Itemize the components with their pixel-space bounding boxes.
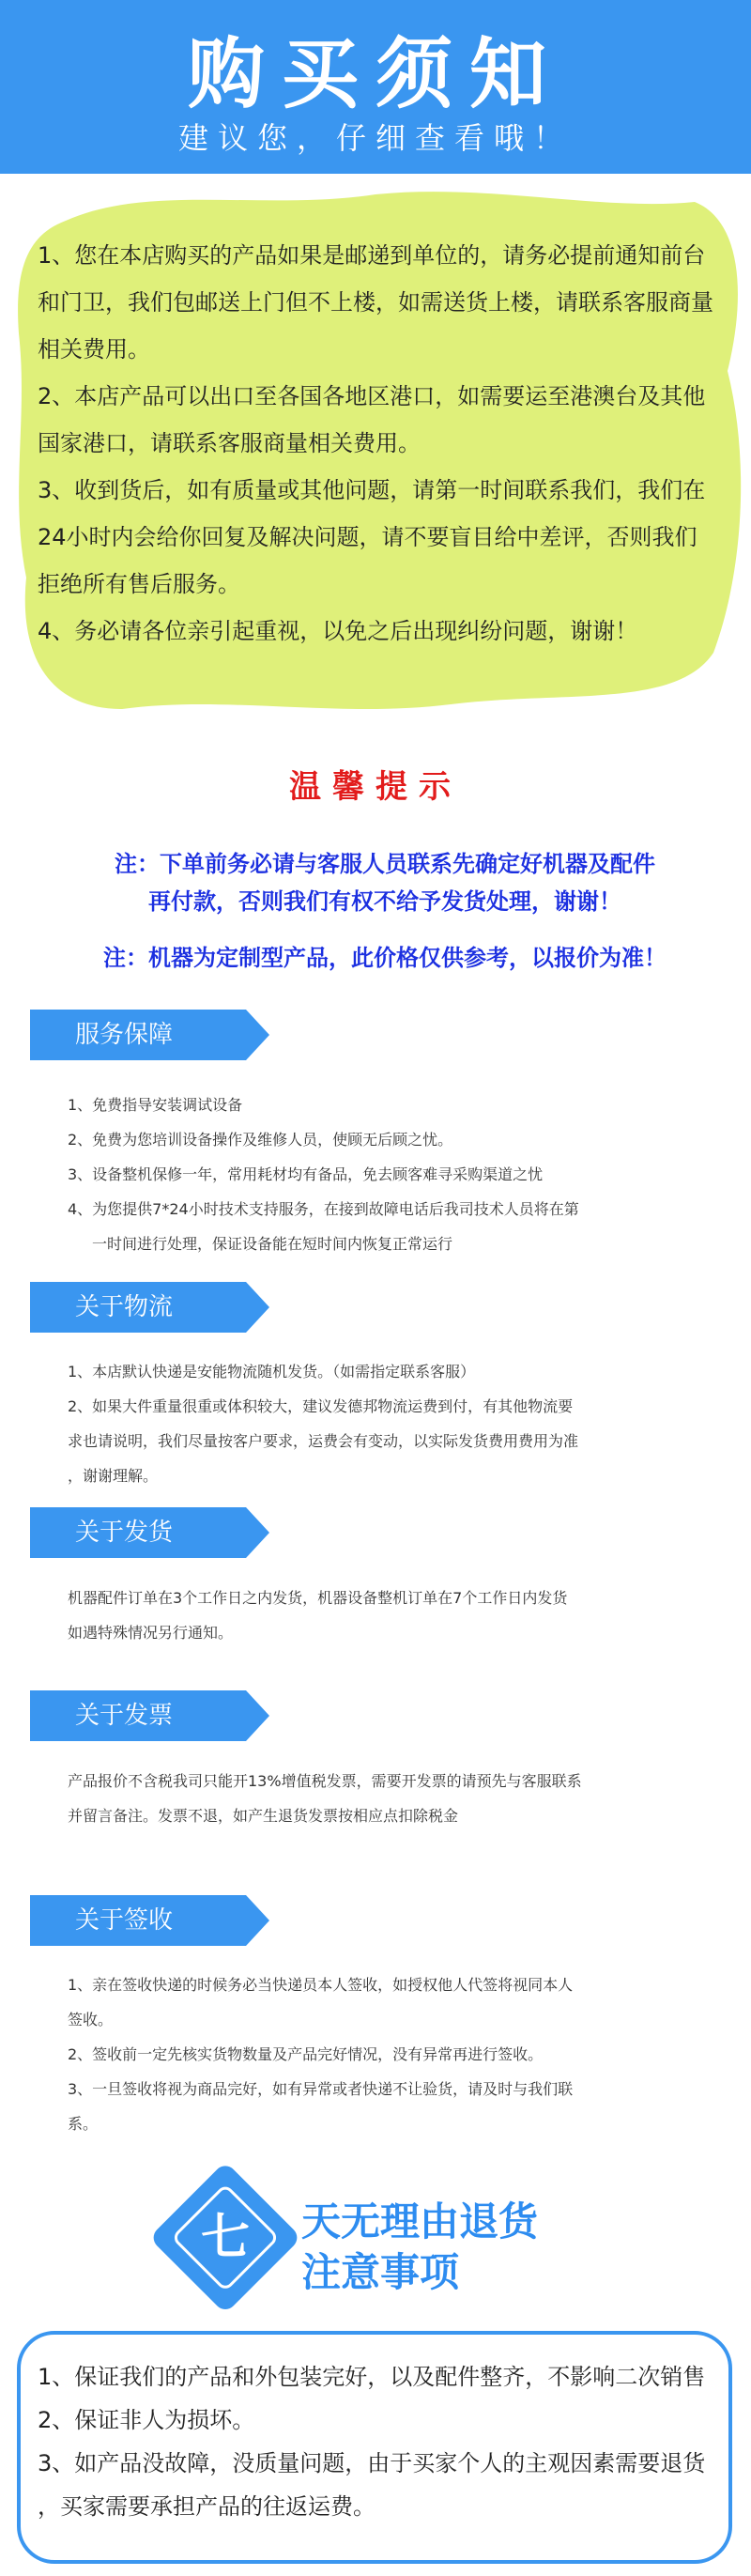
text-line: 求也请说明，我们尽量按客户要求，运费会有变动，以实际发货费用费用为准 <box>68 1432 579 1450</box>
text-line: 产品报价不含税我司只能开13%增值税发票，需要开发票的请预先与客服联系 <box>68 1772 582 1790</box>
notice-item: 3、收到货后，如有质量或其他问题，请第一时间联系我们，我们在24小时内会给你回复及解决问题，请不要盲目给中差评，否则我们拒绝所有售后服务。 <box>38 477 706 597</box>
section-tag-logistics <box>30 1282 269 1333</box>
text-line: 3、设备整机保修一年，常用耗材均有备品，免去顾客难寻采购渠道之忧 <box>68 1165 544 1183</box>
note-custom-product: 注：机器为定制型产品，此价格仅供参考，以报价为准！ <box>103 945 667 971</box>
notice-panel <box>0 183 751 718</box>
section-label: 关于发货 <box>74 1519 173 1547</box>
page-title: 购买须知 <box>187 30 563 119</box>
text-line: 1、本店默认快递是安能物流随机发货。（如需指定联系客服） <box>68 1363 476 1381</box>
section-label: 关于发票 <box>74 1702 173 1730</box>
text-line: 机器配件订单在3个工作日之内发货，机器设备整机订单在7个工作日内发货 <box>68 1589 568 1607</box>
notice-item: 1、您在本店购买的产品如果是邮递到单位的，请务必提前通知前台和门卫，我们包邮送上门但不上楼，如需送货上楼，请联系客服商量相关费用。 <box>38 242 713 362</box>
notice-item: 4、务必请各位亲引起重视，以免之后出现纠纷问题，谢谢！ <box>38 618 638 644</box>
note-line: 注：下单前务必请与客服人员联系先确定好机器及配件 <box>115 851 655 877</box>
text-line: 系。 <box>68 2115 99 2133</box>
text-line: 1、亲在签收快递的时候务必当快递员本人签收，如授权他人代签将视同本人 <box>68 1976 574 1994</box>
return-item: 2、保证非人为损坏。 <box>38 2407 255 2433</box>
text-line: 4、为您提供7*24小时技术支持服务，在接到故障电话后我司技术人员将在第 <box>68 1200 579 1218</box>
text-line: ，谢谢理解。 <box>68 1467 159 1485</box>
return-item: 1、保证我们的产品和外包装完好，以及配件整齐，不影响二次销售 <box>38 2364 706 2390</box>
signing-text <box>68 1967 687 2141</box>
tips-title: 温馨提示 <box>289 768 462 806</box>
notice-list <box>38 232 713 655</box>
note-order-confirm <box>66 845 704 920</box>
text-line: 2、如果大件重量很重或体积较大，建议发德邦物流运费到付，有其他物流要 <box>68 1397 574 1415</box>
notice-item: 2、本店产品可以出口至各国各地区港口，如需要运至港澳台及其他国家港口，请联系客服商量相关费用。 <box>38 383 706 456</box>
section-tag-service <box>30 1010 269 1060</box>
shipping-text <box>68 1581 687 1650</box>
text-line: 1、免费指导安装调试设备 <box>68 1096 243 1114</box>
text-line: 2、免费为您培训设备操作及维修人员，使顾无后顾之忧。 <box>68 1131 453 1149</box>
section-tag-shipping <box>30 1507 269 1558</box>
section-tag-signing <box>30 1895 269 1946</box>
logistics-text <box>68 1354 687 1493</box>
return-policy-heading <box>153 2165 622 2315</box>
note-line: 再付款，否则我们有权不给予发货处理，谢谢！ <box>148 888 621 915</box>
text-line: 3、一旦签收将视为商品完好，如有异常或者快递不让验货，请及时与我们联 <box>68 2080 574 2098</box>
return-item: ，买家需要承担产品的往返运费。 <box>38 2493 376 2520</box>
section-tag-invoice <box>30 1690 269 1741</box>
invoice-text <box>68 1764 687 1833</box>
return-title: 天无理由退货 <box>301 2198 539 2244</box>
text-line: 2、签收前一定先核实货物数量及产品完好情况，没有异常再进行签收。 <box>68 2045 544 2063</box>
text-line: 并留言备注。发票不退，如产生退货发票按相应点扣除税金 <box>68 1807 459 1825</box>
section-label: 服务保障 <box>74 1021 173 1049</box>
return-list <box>38 2355 723 2528</box>
return-item: 3、如产品没故障，没质量问题，由于买家个人的主观因素需要退货 <box>38 2450 706 2476</box>
return-policy-box <box>17 2331 732 2564</box>
seven-badge: 七 <box>200 2210 250 2266</box>
header-banner <box>0 0 751 174</box>
page-subtitle: 建议您，仔细查看哦！ <box>177 120 573 156</box>
section-label: 关于签收 <box>74 1906 173 1935</box>
text-line: 如遇特殊情况另行通知。 <box>68 1624 234 1642</box>
text-line: 签收。 <box>68 2011 114 2028</box>
service-text <box>68 1087 687 1261</box>
text-line: 一时间进行处理，保证设备能在短时间内恢复正常运行 <box>92 1235 453 1253</box>
section-label: 关于物流 <box>74 1293 173 1321</box>
return-subtitle: 注意事项 <box>301 2249 460 2295</box>
